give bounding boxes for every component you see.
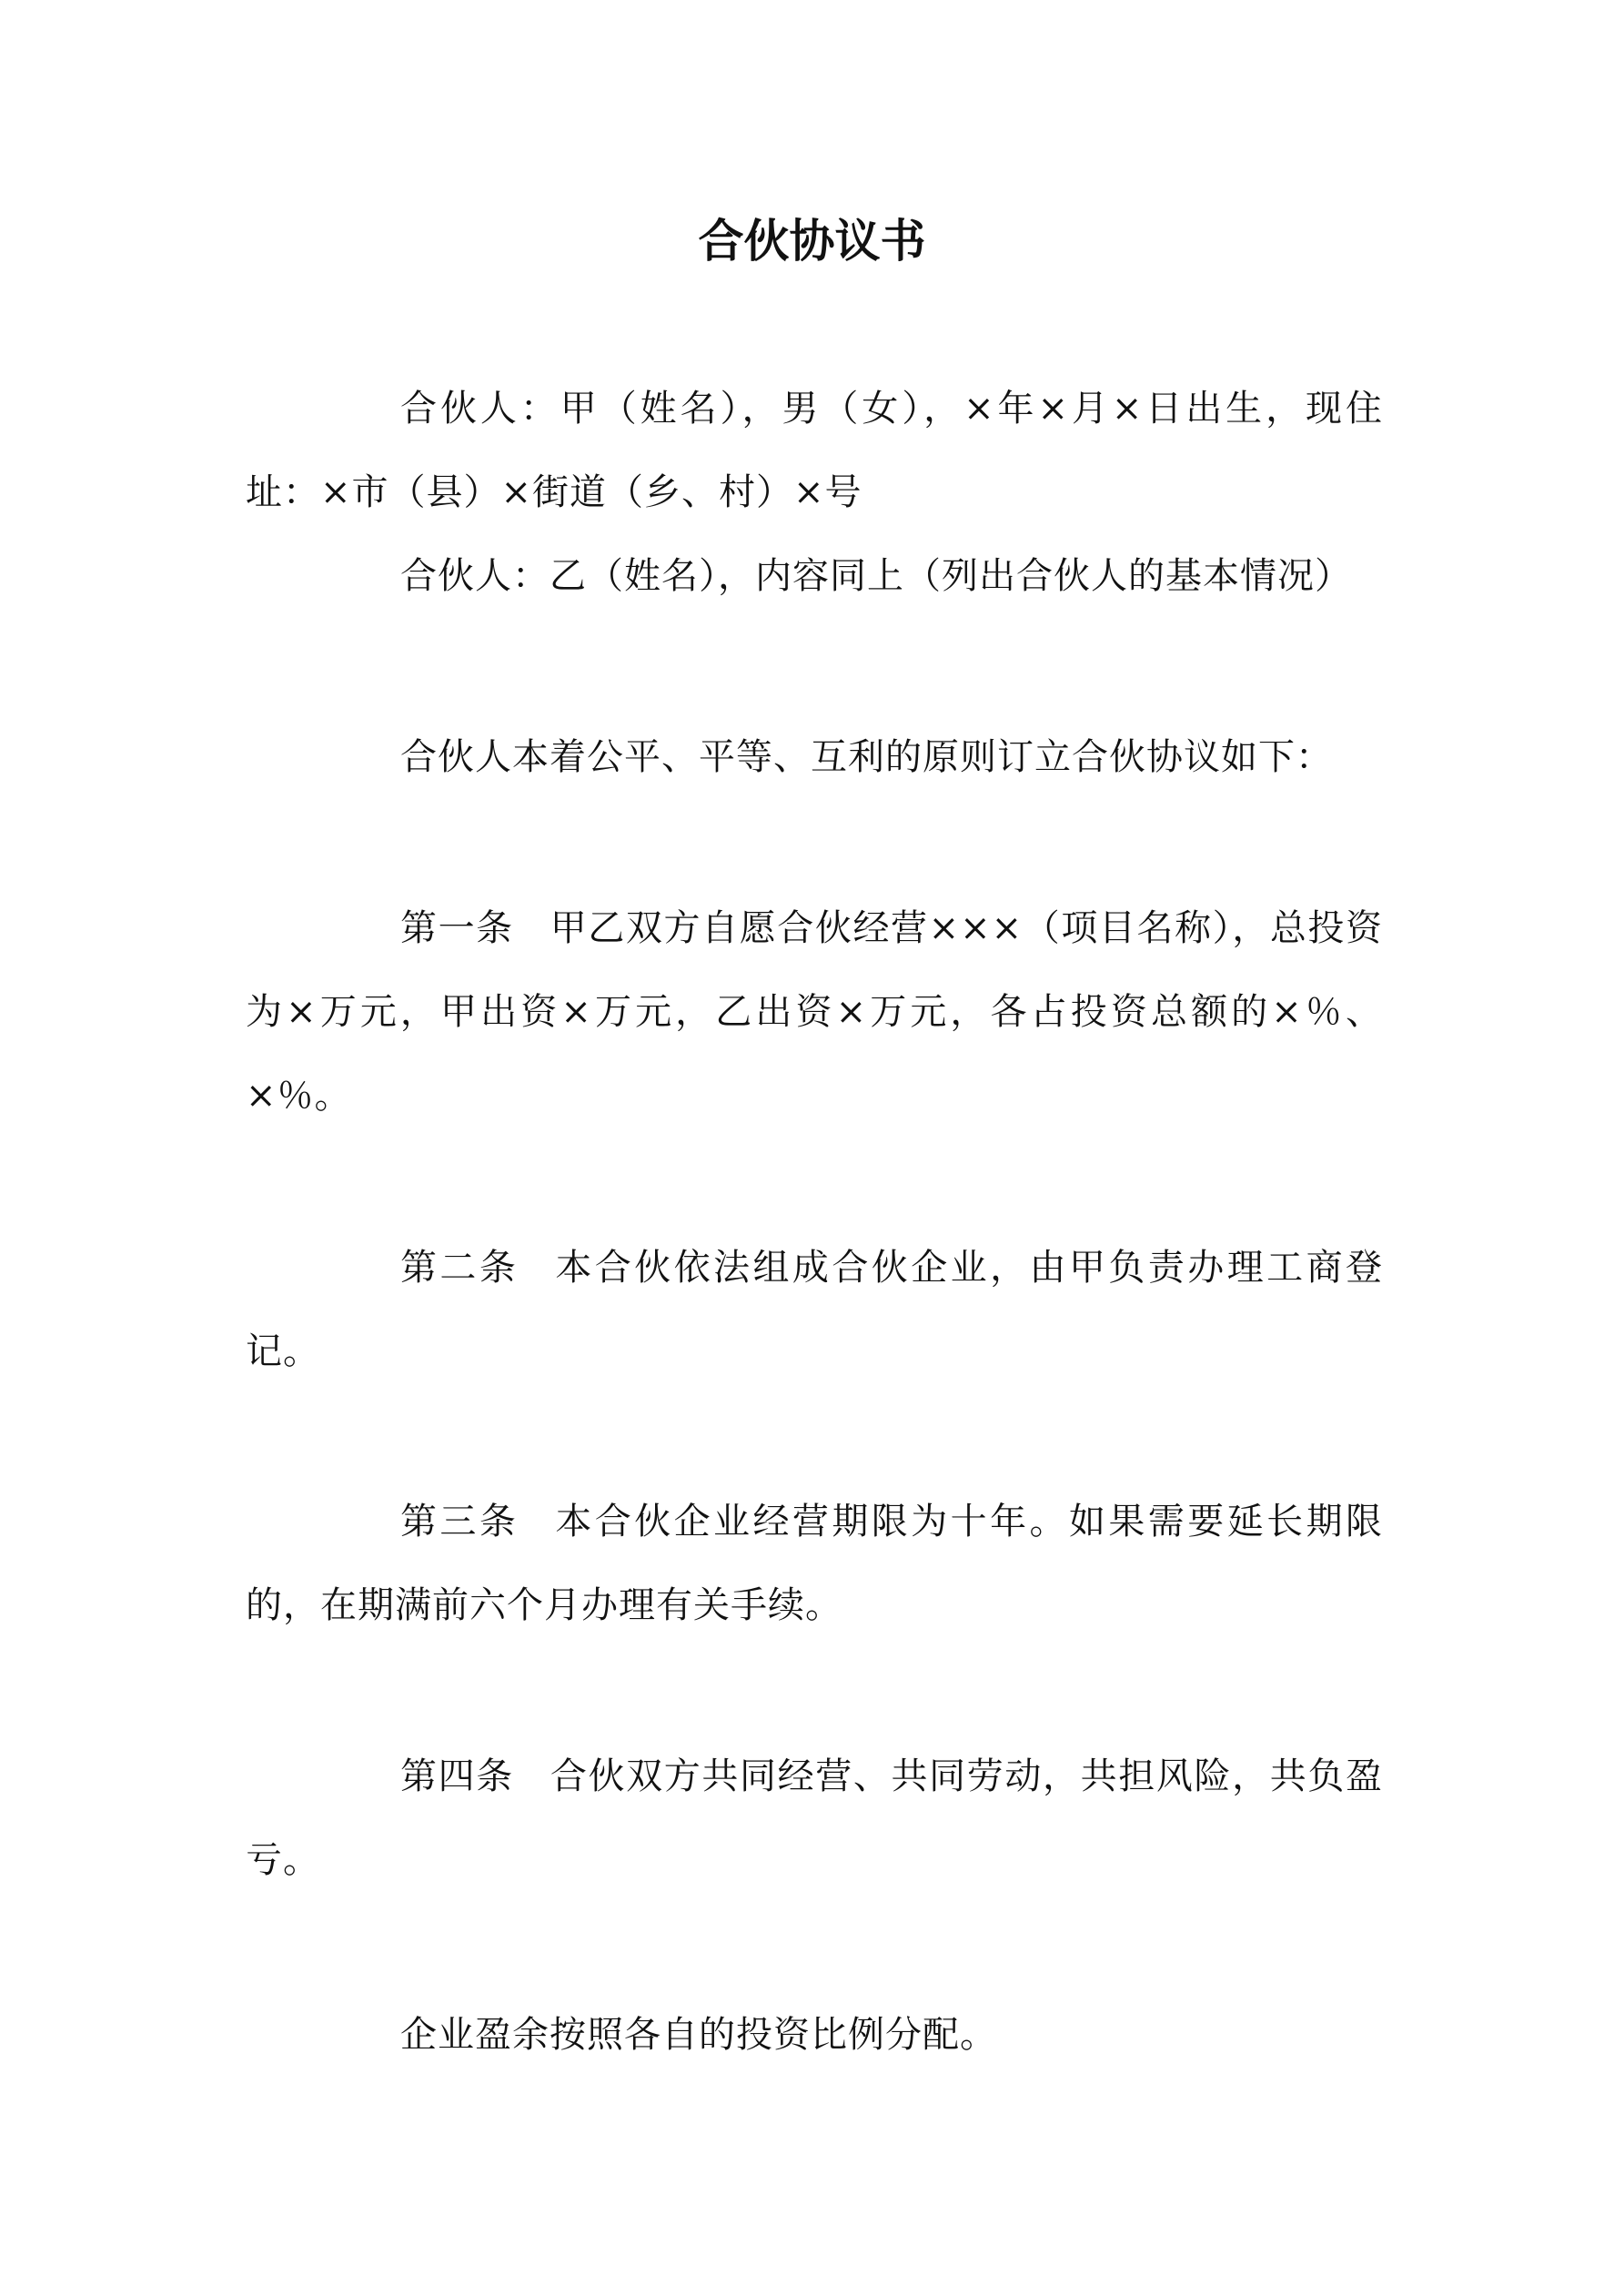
article-2 <box>246 1226 1383 1393</box>
profit-distribution: 企业盈余按照各自的投资比例分配。 <box>400 2014 997 2056</box>
document-title: 合伙协议书 <box>698 214 926 268</box>
agreement-preamble: 合伙人本着公平、平等、互利的原则订立合伙协议如下： <box>400 736 1333 778</box>
article-4-number: 第四条 <box>400 1755 514 1797</box>
article-1-text: 甲乙双方自愿合伙经营×××（项目名称），总投资为×万元，甲出资×万元，乙出资×万元，各占投资总额的×％、×％。 <box>246 907 1384 1117</box>
article-3-text: 本合伙企业经营期限为十年。如果需要延长期限的，在期满前六个月办理有关手续。 <box>246 1501 1384 1626</box>
article-1 <box>246 886 1383 1138</box>
article-4-text: 合伙双方共同经营、共同劳动，共担风险，共负盈亏。 <box>246 1755 1383 1881</box>
article-2-number: 第二条 <box>400 1247 519 1289</box>
article-3-number: 第三条 <box>400 1501 519 1542</box>
article-1-number: 第一条 <box>400 907 514 949</box>
partner-a-info: 合伙人：甲（姓名），男（女），×年×月×日出生，现住址：×市（县）×街道（乡、村）×号 <box>246 388 1383 513</box>
article-4 <box>246 1735 1383 1902</box>
partner-b-info: 合伙人：乙（姓名），内容同上（列出合伙人的基本情况） <box>400 555 1352 597</box>
article-3 <box>246 1480 1383 1647</box>
article-2-text: 本合伙依法组成合伙企业，由甲负责办理工商登记。 <box>246 1247 1384 1372</box>
